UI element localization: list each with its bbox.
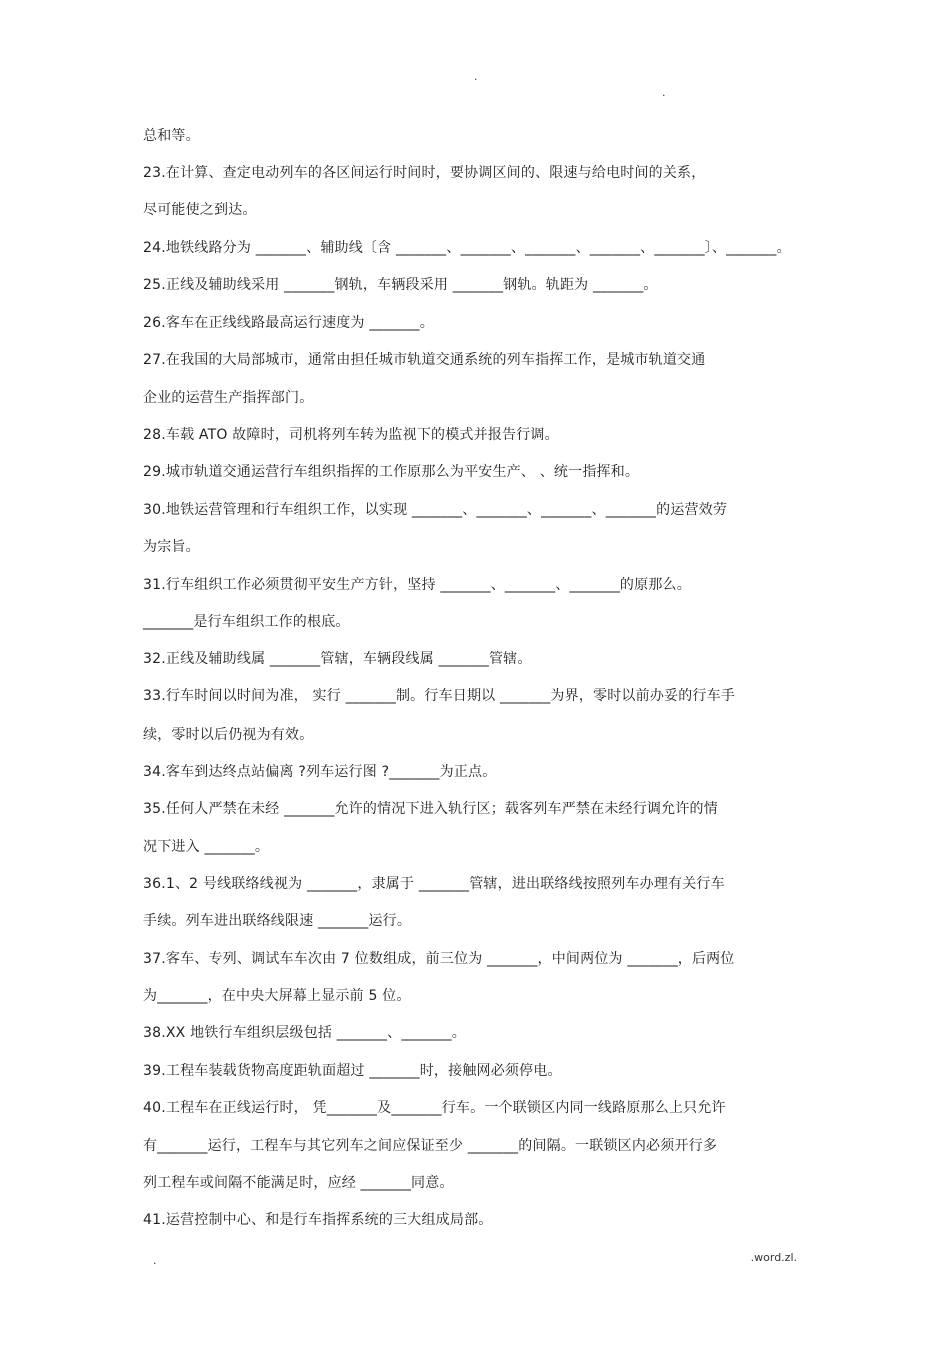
text-line: 企业的运营生产指挥部门。 (143, 390, 314, 406)
footer-watermark: .word.zl. (750, 1251, 797, 1264)
question-27: 27.在我国的大局部城市，通常由担任城市轨道交通系统的列车指挥工作，是城市轨道交通 (143, 352, 706, 368)
question-30: 30.地铁运营管理和行车组织工作，以实现 _______、_______、_______、_______的运营效劳 (143, 502, 728, 518)
question-41: 41.运营控制中心、和是行车指挥系统的三大组成局部。 (143, 1212, 493, 1228)
text-line: 为宗旨。 (143, 539, 200, 555)
text-line: 有_______运行，工程车与其它列车之间应保证至少 _______的间隔。一联锁区内必须开行多 (143, 1138, 718, 1154)
text-line: 况下进入 _______。 (143, 839, 270, 855)
header-dot-right: . (662, 86, 666, 99)
question-39: 39.工程车装载货物高度距轨面超过 _______时，接触网必须停电。 (143, 1063, 562, 1079)
question-37: 37.客车、专列、调试车车次由 7 位数组成，前三位为 _______，中间两位为 _______，后两位 (143, 951, 735, 967)
question-40: 40.工程车在正线运行时， 凭_______及_______行车。一个联锁区内同一线路原那么上只允许 (143, 1100, 726, 1116)
footer-dot: . (153, 1254, 157, 1267)
question-26: 26.客车在正线线路最高运行速度为 _______。 (143, 315, 434, 331)
question-25: 25.正线及辅助线采用 _______钢轨，车辆段采用 _______钢轨。轨距为 _______。 (143, 277, 658, 293)
text-line: 尽可能使之到达。 (143, 202, 257, 218)
text-line: 总和等。 (143, 128, 200, 144)
question-31: 31.行车组织工作必须贯彻平安生产方针，坚持 _______、_______、_______的原那么。 (143, 577, 691, 593)
text-line: 为_______，在中央大屏幕上显示前 5 位。 (143, 988, 411, 1004)
question-33: 33.行车时间以时间为准， 实行 _______制。行车日期以 _______为界，零时以前办妥的行车手 (143, 688, 736, 704)
text-line: 手续。列车进出联络线限速 _______运行。 (143, 913, 412, 929)
question-28: 28.车载 ATO 故障时，司机将列车转为监视下的模式并报告行调。 (143, 427, 559, 443)
question-35: 35.任何人严禁在未经 _______允许的情况下进入轨行区；载客列车严禁在未经行调允许的情 (143, 801, 718, 817)
question-36: 36.1、2 号线联络线视为 _______，隶属于 _______管辖，进出联络线按照列车办理有关行车 (143, 876, 725, 892)
header-dot-left: . (474, 70, 478, 83)
question-32: 32.正线及辅助线属 _______管辖，车辆段线属 _______管辖。 (143, 651, 532, 667)
question-24: 24.地铁线路分为 _______、辅助线〔含 _______、_______、_______、_______、_______〕、_______。 (143, 240, 791, 256)
text-line: _______是行车组织工作的根底。 (143, 614, 350, 630)
text-line: 列工程车或间隔不能满足时，应经 _______同意。 (143, 1175, 454, 1191)
question-38: 38.XX 地铁行车组织层级包括 _______、_______。 (143, 1025, 466, 1041)
question-29: 29.城市轨道交通运营行车组织指挥的工作原那么为平安生产、 、统一指挥和。 (143, 464, 640, 480)
question-34: 34.客车到达终点站偏离 ?列车运行图 ?_______为正点。 (143, 764, 497, 780)
question-23: 23.在计算、查定电动列车的各区间运行时间时，要协调区间的、限速与给电时间的关系， (143, 165, 706, 181)
text-line: 续，零时以后仍视为有效。 (143, 727, 314, 743)
